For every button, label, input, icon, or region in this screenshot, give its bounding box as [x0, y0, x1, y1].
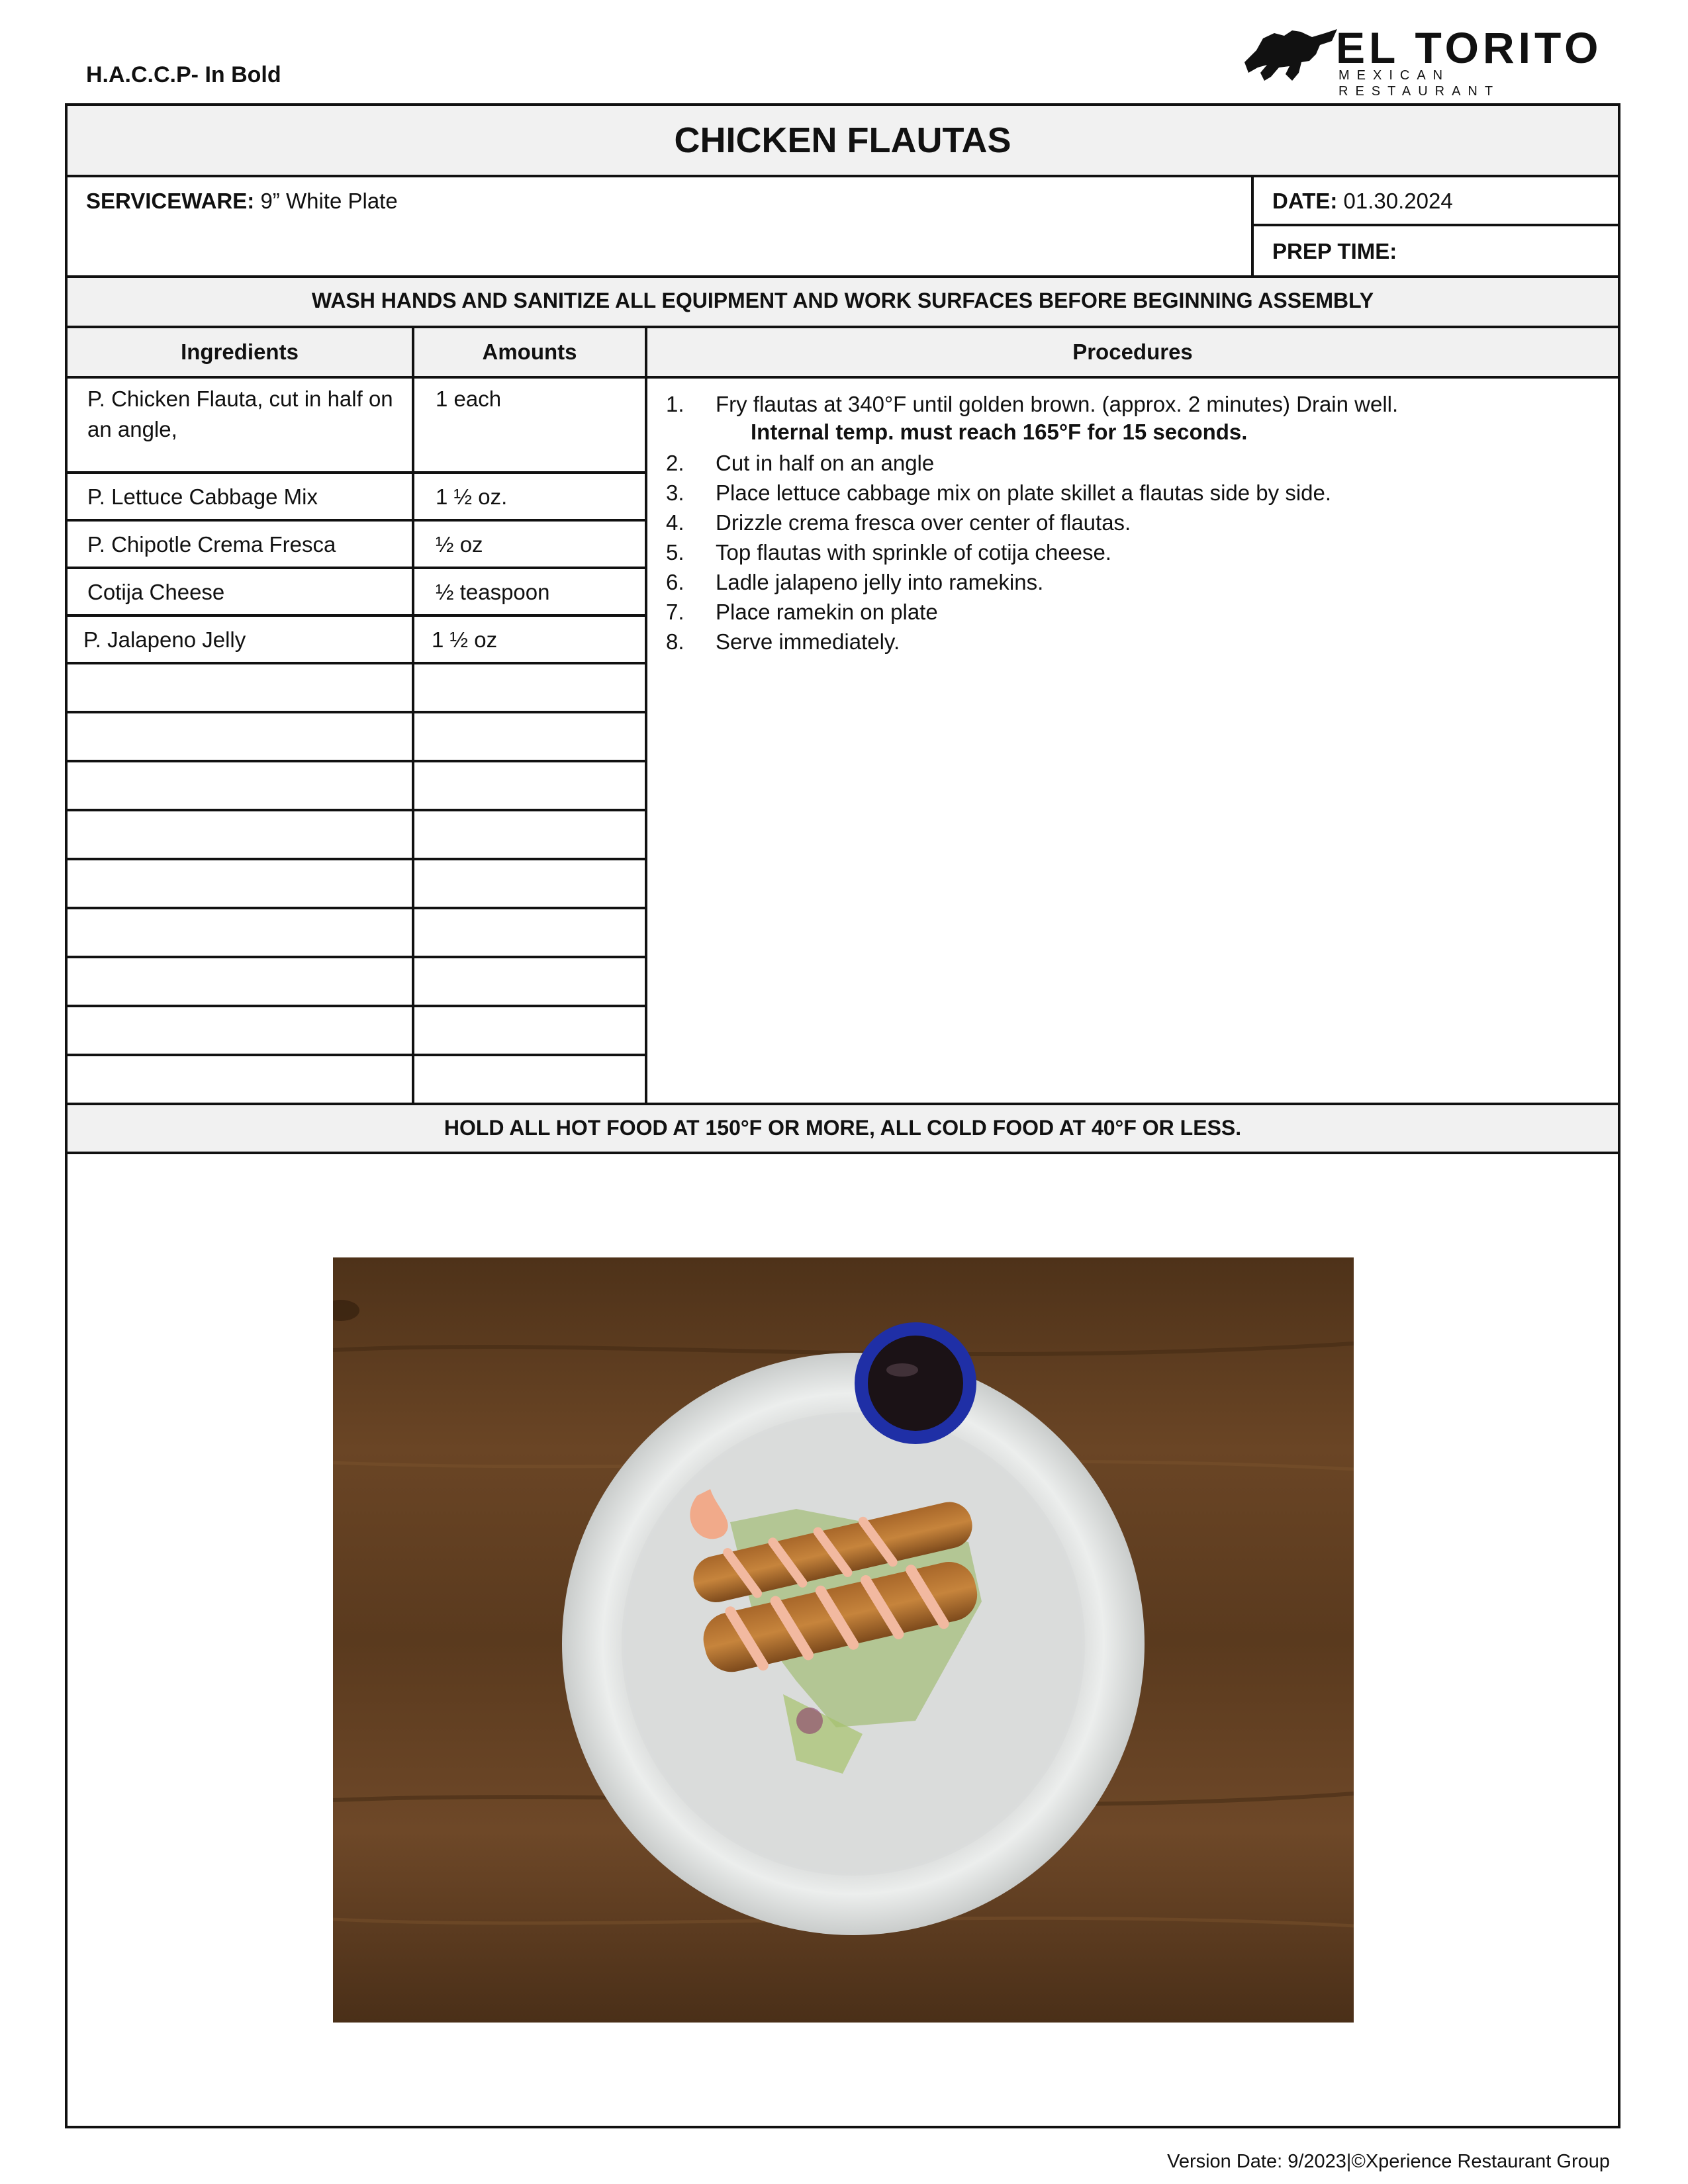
rule [65, 1103, 1620, 1105]
step-number: 6. [666, 570, 684, 594]
step-text: Place ramekin on plate [716, 600, 938, 624]
procedure-step [666, 448, 1593, 478]
prep-time-field [1272, 238, 1397, 265]
grid-rule [65, 519, 647, 522]
grid-rule [65, 567, 647, 569]
step-text: Place lettuce cabbage mix on plate skillet a flautas side by side. [716, 480, 1332, 505]
ingredient-name: Cotija Cheese [87, 580, 225, 604]
ingredient-amount: ½ teaspoon [436, 580, 550, 604]
grid-rule [65, 614, 647, 617]
logo-subtitle: MEXICAN RESTAURANT [1338, 68, 1501, 99]
step-text: Top flautas with sprinkle of cotija cheese. [716, 540, 1111, 565]
step-number: 5. [666, 540, 684, 565]
rule [65, 376, 1620, 379]
prep-time-label: PREP TIME: [1272, 239, 1397, 263]
grid-rule [65, 711, 647, 713]
plated-dish-photo [333, 1257, 1354, 2023]
rule [65, 275, 1620, 278]
step-number: 2. [666, 451, 684, 475]
ingredients-header: Ingredients [181, 340, 299, 364]
step-text: Fry flautas at 340°F until golden brown. (approx. 2 minutes) Drain well. [716, 392, 1399, 416]
step-number: 7. [666, 600, 684, 624]
rule [412, 326, 414, 1104]
grid-rule [65, 1005, 647, 1007]
step-number: 1. [666, 392, 684, 416]
el-torito-logo [1238, 23, 1622, 99]
logo-brand-text: EL TORITO [1336, 23, 1603, 72]
step-text: Drizzle crema fresca over center of flautas. [716, 510, 1131, 535]
grid-rule [65, 956, 647, 958]
procedure-step [666, 597, 1593, 627]
grid-rule [65, 662, 647, 664]
date-field [1272, 188, 1453, 214]
procedure-step [666, 627, 1593, 657]
rule [65, 326, 1620, 328]
serviceware-label: SERVICEWARE: [86, 189, 255, 213]
grid-rule [65, 907, 647, 909]
ingredient-amount: 1 each [436, 387, 502, 411]
bull-icon [1238, 24, 1344, 83]
grid-rule [65, 809, 647, 811]
step-number: 8. [666, 629, 684, 654]
rule [65, 1152, 1620, 1154]
step-text: Serve immediately. [716, 629, 900, 654]
ingredient-name: P. Chipotle Crema Fresca [87, 532, 336, 557]
procedure-step [666, 537, 1593, 567]
grid-rule [65, 858, 647, 860]
haccp-note: H.A.C.C.P- In Bold [86, 62, 281, 87]
rule [645, 326, 647, 1104]
hold-temperature-banner: HOLD ALL HOT FOOD AT 150°F OR MORE, ALL COLD FOOD AT 40°F OR LESS. [444, 1116, 1242, 1140]
serviceware-field [86, 188, 398, 214]
serviceware-value: 9” White Plate [260, 189, 398, 213]
ingredient-amount: 1 ½ oz. [436, 484, 508, 509]
procedure-step [666, 567, 1593, 597]
version-footer: Version Date: 9/2023|©Xperience Restaurant Group [1167, 2151, 1610, 2172]
grid-rule [65, 1054, 647, 1056]
grid-rule [65, 760, 647, 762]
date-label: DATE: [1272, 189, 1338, 213]
rule [1251, 175, 1254, 275]
procedure-step [666, 389, 1593, 419]
rule [65, 175, 1620, 177]
procedures-header: Procedures [1072, 340, 1193, 364]
wash-hands-banner: WASH HANDS AND SANITIZE ALL EQUIPMENT AND WORK SURFACES BEFORE BEGINNING ASSEMBLY [311, 289, 1374, 312]
rule [1251, 224, 1620, 226]
procedure-step [666, 478, 1593, 508]
ingredient-name: P. Lettuce Cabbage Mix [87, 484, 318, 509]
ingredient-amount: 1 ½ oz [432, 627, 498, 652]
step-number: 4. [666, 510, 684, 535]
procedure-step [666, 508, 1593, 537]
step-text: Cut in half on an angle [716, 451, 935, 475]
date-value: 01.30.2024 [1343, 189, 1453, 213]
amounts-header: Amounts [482, 340, 577, 364]
grid-rule [65, 471, 647, 474]
procedures-list [666, 389, 1593, 657]
recipe-title: CHICKEN FLAUTAS [674, 120, 1011, 160]
step-number: 3. [666, 480, 684, 505]
haccp-critical-note: Internal temp. must reach 165°F for 15 seconds. [751, 420, 1248, 444]
ingredient-amount: ½ oz [436, 532, 483, 557]
step-text: Ladle jalapeno jelly into ramekins. [716, 570, 1044, 594]
ingredient-name: P. Jalapeno Jelly [83, 627, 246, 652]
ingredient-name: P. Chicken Flauta, cut in half on an angle, [87, 387, 393, 441]
